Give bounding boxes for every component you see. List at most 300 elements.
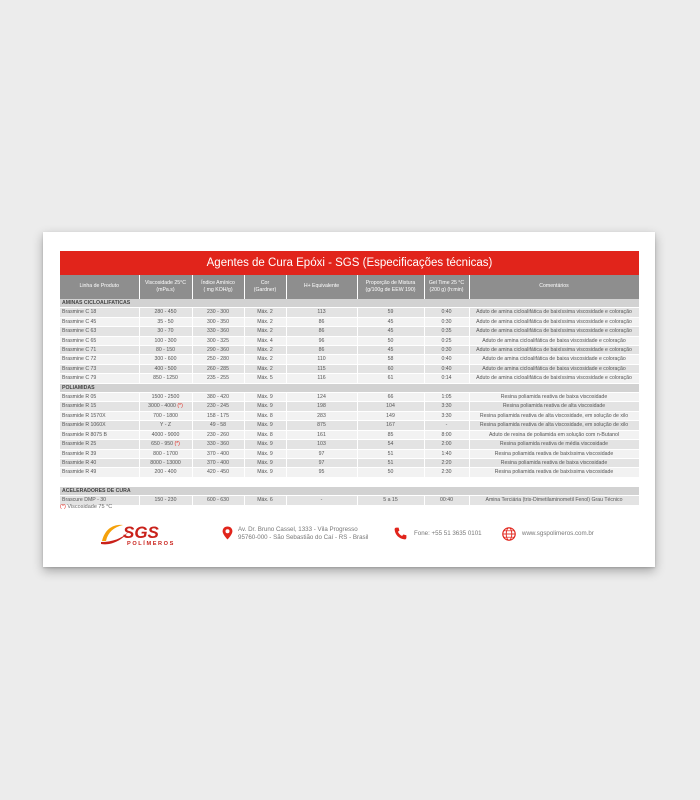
gel-time-cell: [424, 468, 469, 477]
mix-ratio-cell-value: 45: [387, 318, 394, 325]
comment-cell: [469, 430, 639, 439]
gel-time-cell: [424, 374, 469, 383]
column-header-title: Comentários: [539, 283, 569, 290]
phone-block: [394, 527, 504, 541]
product-name-value: Brasmine C 63: [62, 328, 97, 335]
product-name-value: Brasmide R 05: [62, 394, 97, 401]
viscosity-cell: [139, 336, 192, 345]
mix-ratio-cell-value: 167: [386, 422, 395, 429]
viscosity-cell: [139, 393, 192, 402]
color-cell-value: Máx. 9: [257, 394, 273, 401]
product-name-value: Brasmide R 40: [62, 459, 97, 466]
comment-cell-value: Aduto de amina cicloalifática de baixa viscosidade e coloração: [482, 365, 626, 372]
amine-index-cell: [192, 440, 244, 449]
amine-index-cell: [192, 355, 244, 364]
viscosity-cell: [139, 374, 192, 383]
logo-sub: POLÍMEROS: [127, 541, 175, 547]
gel-time-cell-value: 0:25: [441, 337, 452, 344]
column-header-unit: (g/100g de EEW 190): [365, 287, 416, 293]
h-equivalent-cell: [286, 346, 357, 355]
amine-index-cell: [192, 496, 244, 505]
amine-index-cell: [192, 327, 244, 336]
amine-index-cell: [192, 364, 244, 373]
amine-index-cell-value: 250 - 280: [207, 356, 229, 363]
product-name: [60, 317, 139, 326]
mix-ratio-cell: [357, 317, 424, 326]
amine-index-cell: [192, 374, 244, 383]
color-cell-value: Máx. 9: [257, 441, 273, 448]
h-equivalent-cell: [286, 449, 357, 458]
gel-time-cell: [424, 364, 469, 373]
product-name: [60, 411, 139, 420]
gel-time-cell-value: 0:40: [441, 356, 452, 363]
color-cell: [244, 327, 286, 336]
gel-time-cell: [424, 327, 469, 336]
h-equivalent-cell-value: 198: [317, 403, 326, 410]
product-name: [60, 364, 139, 373]
table-row: [60, 430, 639, 439]
comment-cell-value: Resina poliamida reativa de baixa viscosidade: [500, 394, 608, 401]
mix-ratio-cell: [357, 393, 424, 402]
amine-index-cell-value: 420 - 450: [207, 469, 229, 476]
viscosity-cell: [139, 449, 192, 458]
table-row: [60, 355, 639, 364]
product-name-value: Brasmine C 72: [62, 356, 97, 363]
table-row: [60, 374, 639, 383]
color-cell-value: Máx. 2: [257, 365, 273, 372]
mix-ratio-cell: [357, 364, 424, 373]
h-equivalent-cell: [286, 496, 357, 505]
h-equivalent-cell-value: 86: [318, 347, 325, 354]
comment-cell: [469, 402, 639, 411]
table-header: [60, 275, 639, 299]
section-header: [60, 486, 639, 495]
viscosity-cell-value: 150 - 230: [154, 497, 177, 504]
color-cell: [244, 346, 286, 355]
comment-cell-value: Aduto de amina cicloalifática de baixa viscosidade e coloração: [482, 356, 626, 363]
comment-cell-value: Aduto de amina cicloalifática de baixíssima viscosidade e coloração: [476, 375, 632, 382]
table-row: [60, 364, 639, 373]
h-equivalent-cell-value: 86: [318, 328, 325, 335]
amine-index-cell-value: 158 - 175: [207, 412, 229, 419]
h-equivalent-cell-value: 115: [317, 365, 326, 372]
viscosity-cell-value: 35 - 50: [157, 318, 174, 325]
table-row: [60, 421, 639, 430]
section-title: POLIAMIDAS: [60, 383, 639, 392]
viscosity-cell: [139, 458, 192, 467]
gel-time-cell-value: 8:00: [441, 431, 452, 438]
gel-time-cell: [424, 317, 469, 326]
product-name: [60, 440, 139, 449]
phone-number[interactable]: Fone: +55 51 3635 0101: [414, 530, 482, 537]
viscosity-cell-value: 3000 - 4000: [148, 403, 176, 410]
comment-cell-value: Resina poliamida reativa de média viscosidade: [499, 441, 609, 448]
gel-time-cell: [424, 458, 469, 467]
gel-time-cell-value: 3:30: [441, 403, 452, 410]
product-name: [60, 402, 139, 411]
color-cell-value: Máx. 9: [257, 422, 273, 429]
color-cell: [244, 440, 286, 449]
comment-cell: [469, 374, 639, 383]
color-cell-value: Máx. 9: [257, 469, 273, 476]
column-header: [357, 275, 424, 299]
viscosity-cell: [139, 317, 192, 326]
mix-ratio-cell-value: 5 a 15: [383, 497, 398, 504]
color-cell: [244, 496, 286, 505]
amine-index-cell-value: 235 - 255: [207, 375, 229, 382]
color-cell-value: Máx. 9: [257, 450, 273, 457]
column-header: [244, 275, 286, 299]
mix-ratio-cell: [357, 336, 424, 345]
map-pin-icon: [222, 526, 233, 540]
h-equivalent-cell: [286, 308, 357, 317]
amine-index-cell: [192, 449, 244, 458]
color-cell: [244, 308, 286, 317]
gel-time-cell-value: 2:30: [441, 469, 452, 476]
website-link[interactable]: www.sgspolimeros.com.br: [522, 530, 594, 537]
viscosity-cell: [139, 346, 192, 355]
website-block: [502, 527, 642, 541]
column-header: [192, 275, 244, 299]
viscosity-cell-value: 280 - 450: [154, 309, 177, 316]
product-name: [60, 421, 139, 430]
viscosity-cell: [139, 364, 192, 373]
column-header: [139, 275, 192, 299]
gel-time-cell: [424, 346, 469, 355]
viscosity-cell-value: Y - Z: [159, 422, 172, 429]
amine-index-cell-value: 380 - 420: [207, 394, 229, 401]
h-equivalent-cell: [286, 393, 357, 402]
column-header: [286, 275, 357, 299]
comment-cell-value: Resina poliamida reativa de alta viscosidade, em solução de xilo: [479, 422, 629, 429]
column-header-title: Cor: [260, 279, 270, 286]
amine-index-cell: [192, 336, 244, 345]
color-cell: [244, 336, 286, 345]
mix-ratio-cell-value: 45: [387, 328, 394, 335]
comment-cell: [469, 458, 639, 467]
product-name: [60, 449, 139, 458]
h-equivalent-cell-value: 86: [318, 318, 325, 325]
product-name: [60, 327, 139, 336]
comment-cell: [469, 468, 639, 477]
comment-cell: [469, 364, 639, 373]
gel-time-cell: [424, 430, 469, 439]
mix-ratio-cell-value: 61: [387, 375, 394, 382]
mix-ratio-cell: [357, 411, 424, 420]
amine-index-cell: [192, 402, 244, 411]
gel-time-cell: [424, 440, 469, 449]
color-cell: [244, 449, 286, 458]
h-equivalent-cell-value: 875: [317, 422, 326, 429]
table-row: [60, 346, 639, 355]
footnote-mark: (*): [60, 504, 66, 510]
product-name-value: Brasmine C 18: [62, 309, 97, 316]
color-cell: [244, 468, 286, 477]
gel-time-cell-value: 0:40: [441, 365, 452, 372]
viscosity-cell-value: 8000 - 13000: [150, 459, 181, 466]
color-cell: [244, 393, 286, 402]
table-row: [60, 458, 639, 467]
mix-ratio-cell-value: 85: [387, 431, 394, 438]
mix-ratio-cell: [357, 308, 424, 317]
color-cell: [244, 458, 286, 467]
color-cell: [244, 430, 286, 439]
mix-ratio-cell: [357, 449, 424, 458]
gel-time-cell: [424, 411, 469, 420]
gel-time-cell: [424, 393, 469, 402]
comment-cell: [469, 327, 639, 336]
h-equivalent-cell: [286, 411, 357, 420]
h-equivalent-cell-value: 97: [318, 459, 325, 466]
viscosity-cell: [139, 430, 192, 439]
h-equivalent-cell: [286, 468, 357, 477]
color-cell: [244, 317, 286, 326]
column-header-title: Índice Amínico: [201, 279, 235, 286]
amine-index-cell: [192, 308, 244, 317]
amine-index-cell: [192, 393, 244, 402]
h-equivalent-cell-value: 97: [318, 450, 325, 457]
h-equivalent-cell-value: -: [320, 497, 323, 504]
comment-cell-value: Aduto de amina cicloalifática de baixa viscosidade e coloração: [482, 337, 626, 344]
column-header-title: Linha de Produto: [79, 283, 119, 290]
section-title: AMINAS CICLOALIFATICAS: [60, 299, 639, 308]
column-header: [469, 275, 639, 299]
color-cell-value: Máx. 8: [257, 431, 273, 438]
h-equivalent-cell: [286, 364, 357, 373]
color-cell-value: Máx. 9: [257, 403, 273, 410]
viscosity-cell-value: 800 - 1700: [153, 450, 178, 457]
comment-cell-value: Resina poliamida reativa de alta viscosidade, em solução de xilo: [479, 412, 629, 419]
column-header-unit: (Gardner): [253, 287, 277, 293]
mix-ratio-cell: [357, 440, 424, 449]
amine-index-cell-value: 49 - 58: [209, 422, 227, 429]
table-row: [60, 336, 639, 345]
amine-index-cell-value: 230 - 245: [207, 403, 229, 410]
h-equivalent-cell: [286, 430, 357, 439]
mix-ratio-cell-value: 50: [387, 337, 394, 344]
viscosity-cell-value: 100 - 300: [154, 337, 177, 344]
h-equivalent-cell-value: 103: [317, 441, 326, 448]
mix-ratio-cell: [357, 421, 424, 430]
color-cell-value: Máx. 2: [257, 309, 273, 316]
product-name: [60, 346, 139, 355]
column-header-unit: (mPa.s): [156, 287, 175, 293]
gel-time-cell-value: -: [445, 422, 448, 429]
gel-time-cell-value: 0:40: [441, 309, 452, 316]
column-header-unit: (200 g) (h:min): [429, 287, 464, 293]
logo-brand: SGS: [123, 523, 159, 542]
viscosity-cell: [139, 355, 192, 364]
mix-ratio-cell-value: 66: [387, 394, 394, 401]
table-row: [60, 440, 639, 449]
product-name-value: Brascure DMP - 30: [62, 497, 107, 504]
table-row: [60, 308, 639, 317]
amine-index-cell-value: 230 - 260: [207, 431, 229, 438]
gel-time-cell: [424, 496, 469, 505]
table-row: [60, 402, 639, 411]
table-row: [60, 411, 639, 420]
column-header-title: H+ Equivalente: [303, 283, 340, 290]
comment-cell: [469, 336, 639, 345]
address-line1: Av. Dr. Bruno Cassel, 1333 - Vila Progresso: [238, 526, 358, 533]
amine-index-cell-value: 230 - 300: [207, 309, 229, 316]
gel-time-cell-value: 0:30: [441, 347, 452, 354]
comment-cell: [469, 496, 639, 505]
product-name-value: Brasmide R 8075 B: [62, 431, 107, 438]
gel-time-cell-value: 1:05: [441, 394, 452, 401]
table-row: [60, 468, 639, 477]
h-equivalent-cell: [286, 458, 357, 467]
color-cell-value: Máx. 9: [257, 459, 273, 466]
viscosity-footnote-mark: (*): [174, 441, 180, 448]
comment-cell: [469, 346, 639, 355]
viscosity-cell: [139, 327, 192, 336]
globe-icon: [502, 527, 516, 541]
mix-ratio-cell-value: 59: [387, 309, 394, 316]
color-cell: [244, 355, 286, 364]
comment-cell-value: Resina poliamida reativa de baixíssima viscosidade: [494, 469, 614, 476]
product-name-value: Brasmide R 1060X: [62, 422, 106, 429]
viscosity-cell-value: 80 - 150: [155, 347, 176, 354]
amine-index-cell-value: 260 - 285: [207, 365, 229, 372]
comment-cell: [469, 421, 639, 430]
comment-cell: [469, 411, 639, 420]
comment-cell: [469, 393, 639, 402]
mix-ratio-cell: [357, 374, 424, 383]
column-header-unit: ( mg KOH/g): [203, 287, 233, 293]
mix-ratio-cell: [357, 327, 424, 336]
product-name: [60, 308, 139, 317]
amine-index-cell: [192, 421, 244, 430]
product-name-value: Brasmine C 73: [62, 365, 97, 372]
viscosity-cell-value: 400 - 500: [154, 365, 177, 372]
comment-cell-value: Aduto de amina cicloalifática de baixíssima viscosidade e coloração: [476, 318, 632, 325]
viscosity-cell-value: 4000 - 9000: [151, 431, 180, 438]
mix-ratio-cell: [357, 346, 424, 355]
spec-sheet: [43, 232, 655, 567]
amine-index-cell-value: 330 - 360: [207, 328, 229, 335]
viscosity-cell-value: 850 - 1250: [153, 375, 178, 382]
h-equivalent-cell-value: 283: [317, 412, 326, 419]
mix-ratio-cell: [357, 430, 424, 439]
comment-cell-value: Amina Terciária (tris-Dimetilaminometil Fenol) Grau Técnico: [485, 497, 623, 504]
gel-time-cell-value: 0:35: [441, 328, 452, 335]
h-equivalent-cell: [286, 327, 357, 336]
amine-index-cell-value: 330 - 360: [207, 441, 229, 448]
amine-index-cell-value: 300 - 325: [207, 337, 229, 344]
column-header: [424, 275, 469, 299]
h-equivalent-cell: [286, 355, 357, 364]
mix-ratio-cell-value: 60: [387, 365, 394, 372]
mix-ratio-cell-value: 45: [387, 347, 394, 354]
color-cell-value: Máx. 8: [257, 412, 273, 419]
color-cell: [244, 411, 286, 420]
column-header-title: Viscosidade 25°C: [145, 279, 186, 286]
comment-cell: [469, 355, 639, 364]
comment-cell-value: Aduto de amina cicloalifática de baixíssima viscosidade e coloração: [476, 328, 632, 335]
amine-index-cell: [192, 458, 244, 467]
column-header-title: Proporção de Mistura: [365, 279, 416, 286]
table-row: [60, 393, 639, 402]
product-name: [60, 393, 139, 402]
viscosity-cell: [139, 440, 192, 449]
gel-time-cell-value: 00:40: [440, 497, 453, 504]
h-equivalent-cell: [286, 374, 357, 383]
amine-index-cell-value: 600 - 630: [207, 497, 229, 504]
gel-time-cell-value: 0:30: [441, 318, 452, 325]
amine-index-cell: [192, 411, 244, 420]
product-name: [60, 430, 139, 439]
spacer-row: [60, 477, 639, 486]
viscosity-cell-value: 300 - 600: [154, 356, 177, 363]
mix-ratio-cell-value: 54: [387, 441, 394, 448]
comment-cell-value: Resina poliamida reativa de alta viscosidade: [502, 403, 606, 410]
color-cell: [244, 402, 286, 411]
color-cell-value: Máx. 2: [257, 318, 273, 325]
comment-cell: [469, 449, 639, 458]
viscosity-cell: [139, 411, 192, 420]
comment-cell-value: Aduto de amina cicloalifática de baixíssima viscosidade e coloração: [476, 309, 632, 316]
viscosity-cell: [139, 421, 192, 430]
product-name-value: Brasmine C 45: [62, 318, 97, 325]
color-cell: [244, 364, 286, 373]
viscosity-cell: [139, 468, 192, 477]
column-header: [60, 275, 139, 299]
section-header: [60, 383, 639, 392]
spec-table: [60, 275, 640, 506]
color-cell: [244, 421, 286, 430]
product-name: [60, 355, 139, 364]
product-name: [60, 458, 139, 467]
gel-time-cell: [424, 421, 469, 430]
section-header: [60, 299, 639, 308]
product-name-value: Brasmide R 15: [62, 403, 97, 410]
amine-index-cell: [192, 317, 244, 326]
h-equivalent-cell: [286, 336, 357, 345]
color-cell-value: Máx. 2: [257, 347, 273, 354]
h-equivalent-cell: [286, 317, 357, 326]
mix-ratio-cell: [357, 458, 424, 467]
h-equivalent-cell: [286, 421, 357, 430]
gel-time-cell-value: 2:20: [441, 459, 452, 466]
gel-time-cell: [424, 308, 469, 317]
comment-cell: [469, 317, 639, 326]
mix-ratio-cell: [357, 402, 424, 411]
gel-time-cell: [424, 449, 469, 458]
gel-time-cell: [424, 355, 469, 364]
h-equivalent-cell-value: 161: [317, 431, 326, 438]
table-row: [60, 317, 639, 326]
mix-ratio-cell: [357, 496, 424, 505]
viscosity-footnote-mark: (*): [177, 403, 183, 410]
page-title: Agentes de Cura Epóxi - SGS (Especificações técnicas): [60, 251, 639, 275]
mix-ratio-cell-value: 51: [387, 459, 394, 466]
gel-time-cell-value: 3:30: [441, 412, 452, 419]
section-title: ACELERADORES DE CURA: [60, 486, 639, 495]
mix-ratio-cell: [357, 355, 424, 364]
mix-ratio-cell: [357, 468, 424, 477]
product-name-value: Brasmine C 79: [62, 375, 97, 382]
product-name-value: Brasmine C 65: [62, 337, 97, 344]
mix-ratio-cell-value: 149: [386, 412, 395, 419]
footnote-text: Viscosidade 75 °C: [67, 504, 113, 510]
table-row: [60, 496, 639, 505]
viscosity-cell-value: 1500 - 2500: [151, 394, 180, 401]
h-equivalent-cell-value: 96: [318, 337, 325, 344]
product-name-value: Brasmide R 49: [62, 469, 97, 476]
gel-time-cell-value: 0:14: [441, 375, 452, 382]
h-equivalent-cell-value: 124: [317, 394, 326, 401]
